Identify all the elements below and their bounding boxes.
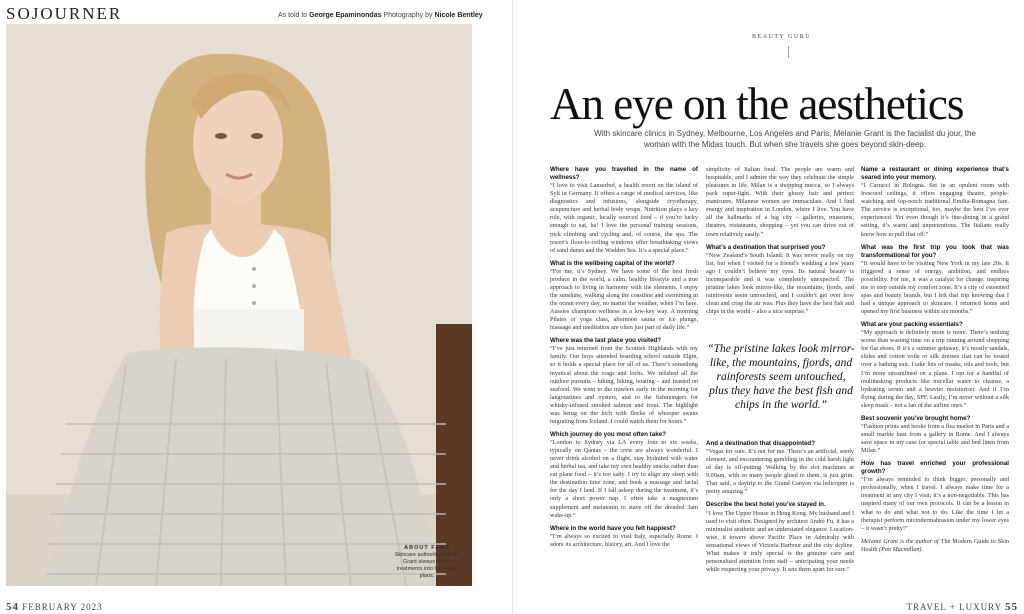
answer: “I’m always reminded to think bigger, personally and professionally, when I travel. I always make time for a treatment in any city I visit; it’s a non-negotiable. This has inspired many of our own protocols. It can be a lesson in what to do and what not to do. Like the time I let a therapist perform microdermabrasion under my lower eyes – it wasn’t pretty!” (861, 476, 1009, 532)
question: Which journey do you most often take? (550, 430, 666, 438)
folio-left (6, 601, 103, 613)
qa-item (706, 244, 854, 317)
qa-item (861, 415, 1009, 455)
question: What was the first trip you took that was transformational for you? (861, 243, 1009, 259)
column-2-lower (706, 440, 854, 579)
credits (278, 12, 483, 19)
masthead: SOJOURNER (6, 4, 123, 23)
answer: “I’m always so excited to visit Italy, especially Rome. I adore its architecture, history, art. And I love the (550, 532, 698, 548)
qa-item (861, 166, 1009, 239)
page-gutter (512, 0, 513, 614)
credits-writer: George Epaminondas (309, 12, 382, 19)
caption-text: Skincare authority Melanie Grant always works treatments into her travel plans. (394, 551, 460, 579)
qa-item (706, 440, 854, 496)
page-number-left: 54 (6, 601, 19, 613)
endnote (861, 538, 1009, 554)
question: Where have you travelled in the name of wellness? (550, 166, 698, 182)
question: How has travel enriched your professional growth? (861, 460, 1009, 476)
question: Where in the world have you felt happiest? (550, 524, 676, 532)
answer: “It would have to be visiting New York in my late 20s. It triggered a sense of energy, ambition, and endless possibility. For me, it was a catalyst for change, inspiring me to step outside my comfort zone. It’s a city of esteemed spas and beauty brands, but I left that trip knowing that I had a unique approach to skincare. I returned home and opened my first business within six months.” (861, 259, 1009, 316)
answer: “I love to visit Lanserhof, a health resort on the island of Sylt in Germany. It offers a range of medical services, like diagnostics and infusions, alongside cryotherapy, acupuncture and herbal body wraps. Nutrition plays a key role, with organic, locally sourced food – if you’re lucky enough to eat, ha! I love the personal training sessions, rock climbing and cycling and, of course, the spa. The resort’s floor-to-ceiling windows offer breathtaking views of sand dunes and the Wadden Sea. It’s a special place.” (550, 182, 698, 254)
question: And a destination that disappointed? (706, 440, 815, 447)
credits-prefix: As told to (278, 12, 310, 19)
endnote-c: (Pan Macmillan). (877, 545, 924, 553)
column-1 (550, 166, 698, 554)
qa-item (550, 337, 698, 426)
endnote-a: Melanie Grant is the author of (861, 537, 941, 545)
section-label: BEAUTY GURU (752, 34, 812, 40)
answer: “For me, it’s Sydney. We have some of the best fresh produce in the world, a calm, healthy lifestyle and a true approach to living in harmony with the elements. I enjoy the sunshine, walking along the coastline and swimming in the ocean every day, no matter the weather, when I’m here. Aussies champion wellness in a low-key way. A morning Pilates or yoga class, afternoon sauna or ice plunge, massage and meditation are often just part of daily life.” (550, 267, 698, 332)
portrait-photo (6, 24, 472, 586)
credits-mid: Photography by (381, 12, 435, 19)
endnote-book: The Modern Guide to Skin Health (861, 537, 1010, 553)
qa-item (550, 260, 698, 333)
qa-item (550, 166, 698, 255)
caption-title: ABOUT FACE (404, 545, 450, 551)
question: What’s a destination that surprised you? (706, 243, 826, 251)
headline: An eye on the aesthetics (550, 79, 964, 129)
answer-continued: simplicity of Italian food. The people are warm and hospitable, and I admire the way they celebrate the simple pleasures in life. Milan is a shopping mecca, so I always pack super-light. With their glossy hair and perfect manicures, Milanese women are immaculate. And I find energy and inspiration in London, where I live. You have all the hallmarks of a big city – galleries, museums, theatres, restaurants, shopping – yet you can drive out of town relatively easily.” (706, 166, 854, 238)
folio-left-text: FEBRUARY 2023 (19, 602, 103, 612)
question: Best souvenir you’ve brought home? (861, 414, 971, 422)
answer: “I Carracci in Bologna. Set in an opulent room with frescoed ceilings, it offers engaging theatre, people-watching and top-notch traditional Emilia-Romagna fare. The service is exceptional, too, maybe the best I’ve ever experienced. Yet even though it’s fine-dining in a grand setting, it’s warm and unpretentious. The Italians really know how to pull that off.” (861, 182, 1009, 238)
question: Name a restaurant or dining experience that’s seared into your memory. (861, 166, 1009, 182)
question: What are your packing essentials? (861, 321, 963, 329)
photo-caption (392, 545, 462, 579)
answer: “I love The Upper House in Hong Kong. My husband and I used to visit often. Designed by architect André Fu, it has a minimalist aesthetic and an understated elegance. Location-wise, it towers above Pacific Place in Admiralty with sensational views of Victoria Harbour and the city skyline. What makes it truly special is the genuine care and personalised attention from staff – anticipating your needs while respecting your privacy. It sets them apart for sure.” (706, 509, 854, 573)
portrait-illustration (6, 24, 472, 586)
qa-item (861, 244, 1009, 317)
answer: “I’ve just returned from the Scottish Highlands with my family. Our boys attended boarding school outside Elgin, so it holds a special place for all of us. There’s something mystical about the crags and lochs. We relished all the outdoor pursuits – hiking, biking, boating – and feasted on seafood. We went to the trawlers early in the morning for langoustines and oysters, and to the fishmongers for whisky-infused smoked salmon and trout. The highlight was being on the loch with flocks of whooper swans migrating from Iceland. I could watch them for hours.” (550, 345, 698, 425)
qa-item (861, 460, 1009, 533)
column-2 (706, 166, 854, 321)
section-rule (788, 46, 789, 58)
qa-item (861, 321, 1009, 410)
folio-right (907, 601, 1019, 613)
qa-item (706, 501, 854, 574)
answer: “Vegas for sure. It’s not for me. There’s an artificial, seedy element, and encountering gambling in the cold harsh light of day is off-putting. Walking by the slot machines at 9.00am, with so many people glued to them, is just grim. That said, a daytrip to the Grand Canyon via helicopter is pretty amazing.” (706, 448, 854, 496)
question: What is the wellbeing capital of the world? (550, 259, 675, 267)
answer: “New Zealand’s South Island. It was never really on my list, but when I visited for a friend’s wedding a few years ago I couldn’t believe my eyes. Its natural beauty is incomparable and it was completely unexpected. The pristine lakes look mirror-like, the mountains, fjords, and rainforests seem untouched, and I couldn’t get over how clean and crisp the air was. Plus they have the best fish and chips in the world – also a nice surprise.” (706, 251, 854, 316)
answer: “My approach is definitely more is more. There’s nothing worse than wasting time on a trip running around shopping for flat shoes. If it’s a summer getaway, it’s mostly sandals, slides and cotton voile or silk dresses that can be tossed over a bathing suit. I take lots of masks, oils and tools, but I’m more streamlined on a plane. I opt for a handful of multitasking products like micellar water to cleanse, a hydrating serum and a heavier moisturiser. And if I’m flying during the day, SPF. Lastly, I’m never without a silk sleep mask – not a fan of the airline ones.” (861, 329, 1009, 409)
standfirst: With skincare clinics in Sydney, Melbourne, Los Angeles and Paris, Melanie Grant is the facialist du jour, the woman with the Midas touch. But when she travels she goes beyond skin-deep. (594, 129, 976, 149)
qa-item (550, 431, 698, 520)
column-3 (861, 166, 1009, 559)
answer: “Fashion prints and books from a flea market in Paris and a small marble bust from a gallery in Rome. And I always save space in my case for special table and bed linen from Milan.” (861, 422, 1009, 455)
page-number-right: 55 (1005, 601, 1018, 613)
qa-item (550, 525, 698, 549)
credits-photographer: Nicole Bentley (434, 12, 483, 19)
question: Describe the best hotel you’ve stayed in. (706, 501, 826, 509)
folio-right-text: TRAVEL + LUXURY (906, 602, 1005, 612)
question: Where was the last place you visited? (550, 337, 662, 345)
pull-quote: “The pristine lakes look mirror-like, the mountains, fjords, and rainforests seem untouched, plus they have the best fish and chips in the world.” (707, 343, 855, 412)
answer: “London to Sydney via LA every four to six weeks, typically on Qantas – the crew are always wonderful. I never drink alcohol on a flight, stay hydrated with water and herbal tea, and take my own healthy snacks rather than eat plane food – it’s too salty. I try to align my sleep with the destination time zone, and book a massage and facial for the day I land. If I fall asleep during the treatment, it’s only a short power nap. I often take a magnesium supplement and melatonin to stave off the dreaded 3am wake-up.” (550, 439, 698, 519)
